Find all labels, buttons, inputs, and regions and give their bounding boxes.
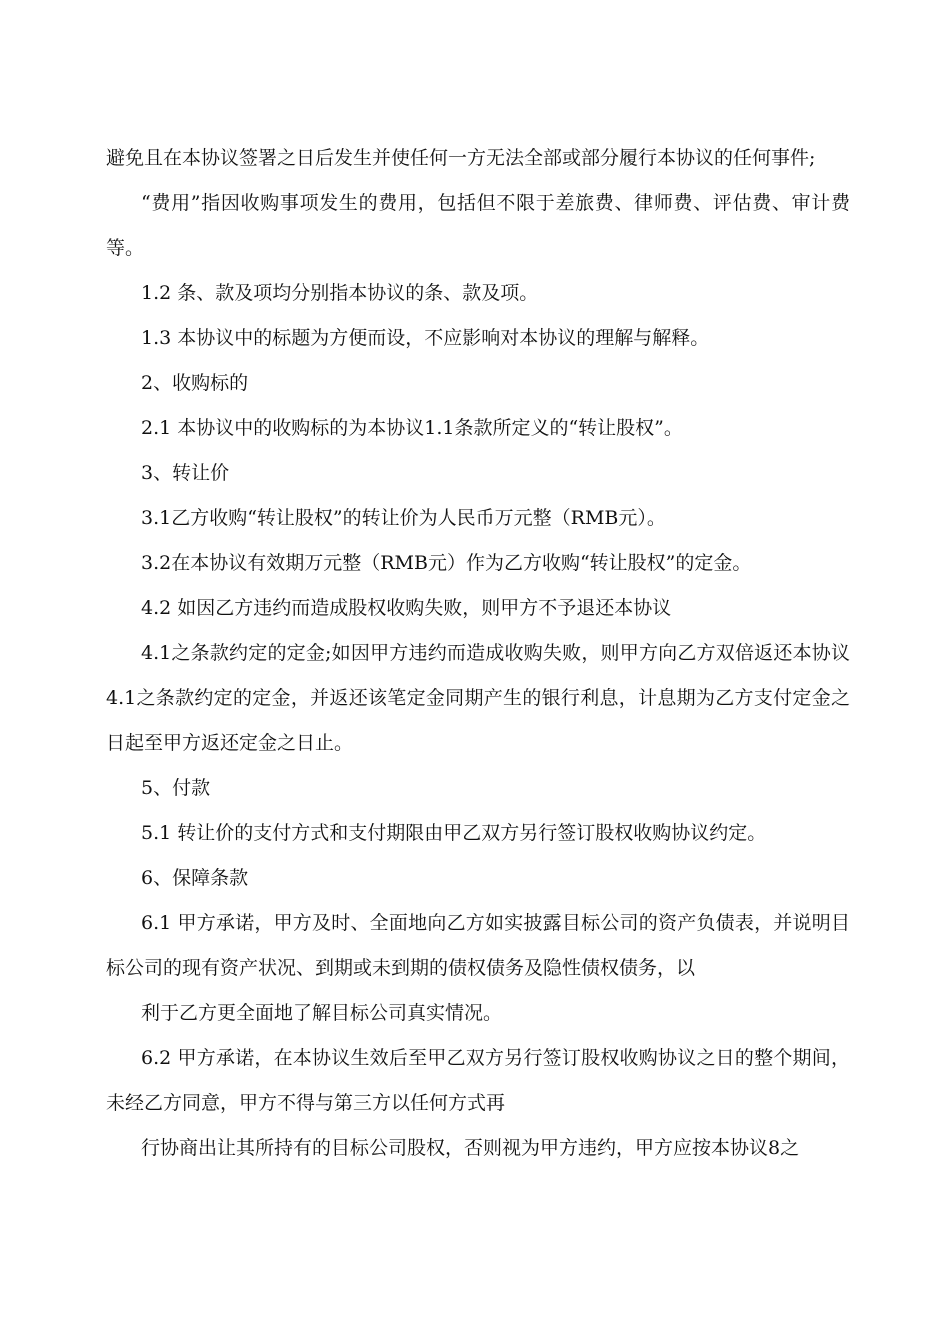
document-body — [106, 136, 850, 1171]
paragraph-clause-4-1-continued: 4.1之条款约定的定金;如因甲方违约而造成收购失败，则甲方向乙方双倍返还本协议4.1之条款约定的定金，并返还该笔定金同期产生的银行利息，计息期为乙方支付定金之日起至甲方返还定金之日止。 — [106, 642, 850, 754]
paragraph-force-majeure-end: 避免且在本协议签署之日后发生并使任何一方无法全部或部分履行本协议的任何事件; — [106, 147, 816, 169]
paragraph-clause-6-2-continued: 行协商出让其所持有的目标公司股权，否则视为甲方违约，甲方应按本协议8之 — [141, 1137, 800, 1159]
section-heading-3: 3、转让价 — [141, 462, 230, 484]
paragraph-clause-6-1: 6.1 甲方承诺，甲方及时、全面地向乙方如实披露目标公司的资产负债表，并说明目标公司的现有资产状况、到期或未到期的债权债务及隐性债权债务，以 — [106, 912, 850, 979]
section-heading-2: 2、收购标的 — [141, 372, 249, 394]
paragraph-clause-6-2: 6.2 甲方承诺，在本协议生效后至甲乙双方另行签订股权收购协议之日的整个期间，未经乙方同意，甲方不得与第三方以任何方式再 — [106, 1047, 850, 1114]
section-heading-6: 6、保障条款 — [141, 867, 249, 889]
paragraph-clause-6-1-continued: 利于乙方更全面地了解目标公司真实情况。 — [141, 1002, 503, 1024]
paragraph-clause-2-1: 2.1 本协议中的收购标的为本协议1.1条款所定义的“转让股权”。 — [141, 417, 683, 439]
paragraph-clause-5-1: 5.1 转让价的支付方式和支付期限由甲乙双方另行签订股权收购协议约定。 — [141, 822, 767, 844]
section-heading-5: 5、付款 — [141, 777, 211, 799]
paragraph-clause-3-1: 3.1乙方收购“转让股权”的转让价为人民币万元整（RMB元）。 — [141, 507, 666, 529]
paragraph-clause-4-2: 4.2 如因乙方违约而造成股权收购失败，则甲方不予退还本协议 — [141, 597, 672, 619]
paragraph-clause-1-2: 1.2 条、款及项均分别指本协议的条、款及项。 — [141, 282, 539, 304]
paragraph-expenses-definition: “费用”指因收购事项发生的费用，包括但不限于差旅费、律师费、评估费、审计费等。 — [106, 192, 850, 259]
paragraph-clause-3-2: 3.2在本协议有效期万元整（RMB元）作为乙方收购“转让股权”的定金。 — [141, 552, 752, 574]
paragraph-clause-1-3: 1.3 本协议中的标题为方便而设，不应影响对本协议的理解与解释。 — [141, 327, 710, 349]
